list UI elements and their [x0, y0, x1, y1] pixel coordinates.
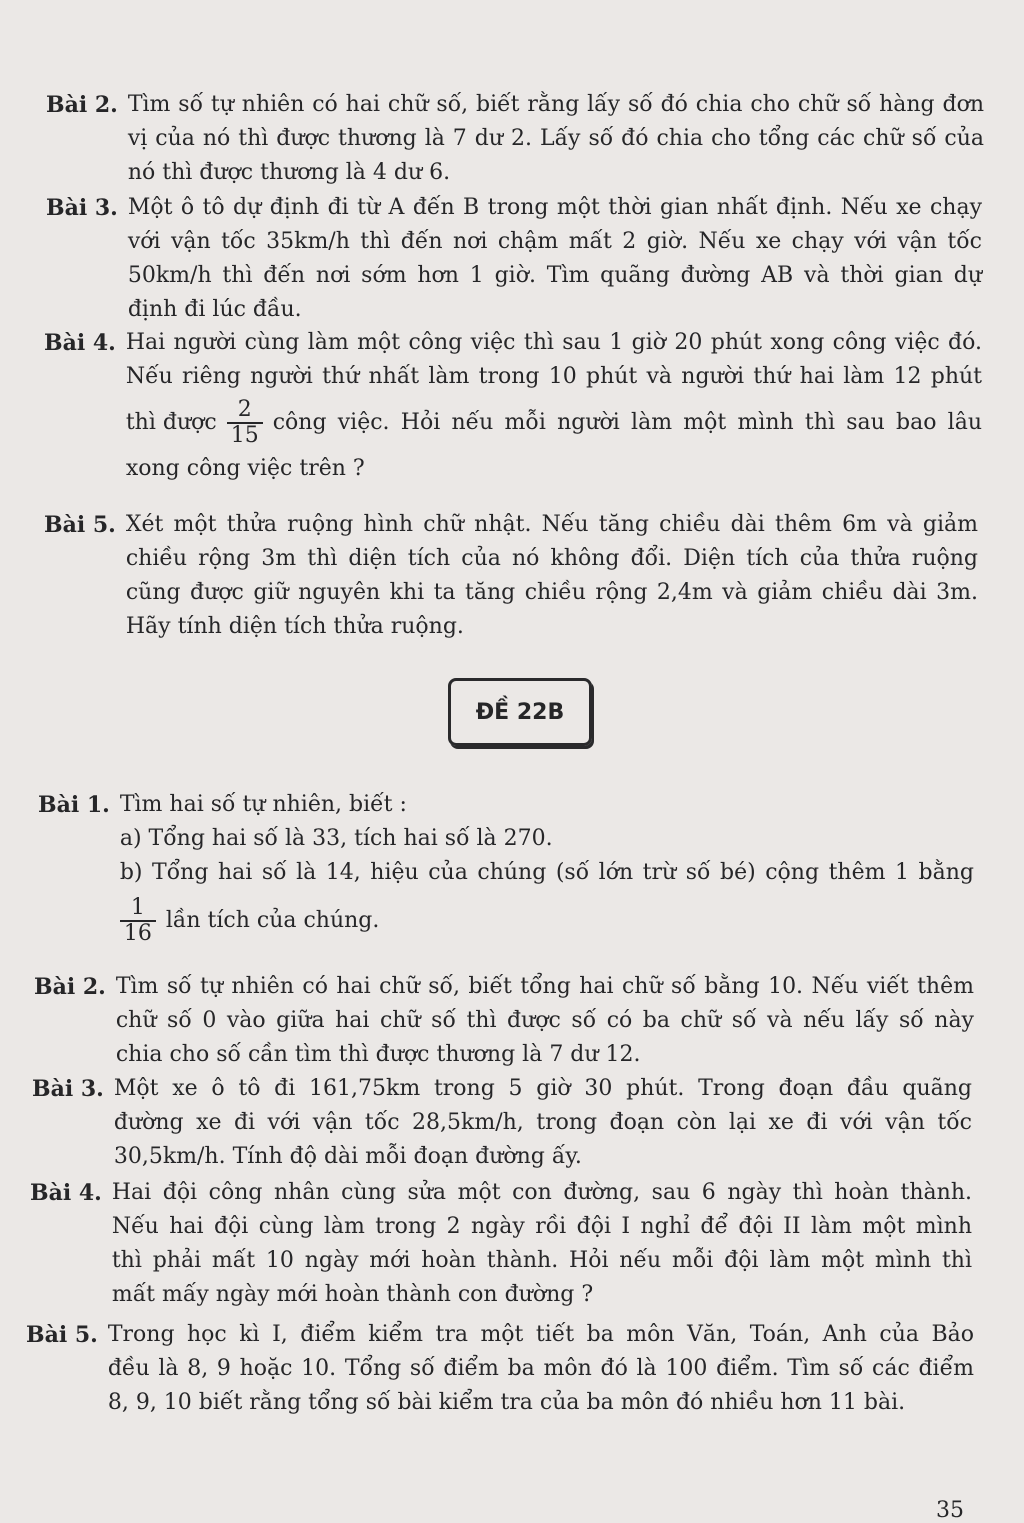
text-line: Hai người cùng làm một công việc thì sau 1 giờ 20 phút xong công việc đó.	[125, 330, 982, 355]
problem-4-top	[44, 326, 982, 486]
text-line: Xét một thửa ruộng hình chữ nhật. Nếu tăng chiều dài thêm 6m và giảm	[125, 512, 978, 537]
text-line: Hãy tính diện tích thửa ruộng.	[125, 614, 464, 639]
text-line: Nếu riêng người thứ nhất làm trong 10 phút và người thứ hai làm 12 phút	[125, 364, 982, 389]
text-line: mất mấy ngày mới hoàn thành con đường ?	[111, 1282, 594, 1307]
text-line: thì phải mất 10 ngày mới hoàn thành. Hỏi nếu mỗi đội làm một mình thì	[111, 1248, 972, 1273]
text-line: Hai đội công nhân cùng sửa một con đường, sau 6 ngày thì hoàn thành.	[111, 1180, 972, 1205]
text-line: Tìm số tự nhiên có hai chữ số, biết rằng lấy số đó chia cho chữ số hàng đơn	[127, 92, 984, 117]
exam-title: ĐỀ 22B	[475, 699, 565, 725]
text-line: 8, 9, 10 biết rằng tổng số bài kiểm tra của ba môn đó nhiều hơn 11 bài.	[107, 1390, 906, 1415]
text-segment: lần tích của chúng.	[165, 908, 380, 933]
page-number: 35	[936, 1498, 964, 1523]
text-line: 30,5km/h. Tính độ dài mỗi đoạn đường ấy.	[113, 1144, 582, 1169]
text-segment: thì được	[125, 410, 217, 435]
problem-5-bottom	[26, 1318, 974, 1420]
problem-1-bottom	[38, 788, 974, 952]
fraction-numerator: 2	[237, 397, 252, 423]
text-line: chiều rộng 3m thì diện tích của nó không đổi. Diện tích của thửa ruộng	[125, 546, 978, 571]
problem-label: Bài 5.	[26, 1322, 98, 1348]
fraction-line	[126, 394, 982, 452]
problem-2-top	[46, 88, 984, 190]
text-line: chia cho số cần tìm thì được thương là 7 dư 12.	[115, 1042, 641, 1067]
text-segment: công việc. Hỏi nếu mỗi người làm một mình thì sau bao lâu	[272, 410, 982, 435]
text-line: Nếu hai đội cùng làm trong 2 ngày rồi đội I nghỉ để đội II làm một mình	[111, 1214, 972, 1239]
text-line: Trong học kì I, điểm kiểm tra một tiết ba môn Văn, Toán, Anh của Bảo	[107, 1322, 974, 1347]
fraction	[227, 398, 263, 448]
fraction-denominator: 15	[230, 422, 259, 448]
fraction	[120, 896, 156, 946]
text-line: Một ô tô dự định đi từ A đến B trong một thời gian nhất định. Nếu xe chạy	[127, 195, 982, 220]
problem-2-bottom	[34, 970, 974, 1072]
problem-label: Bài 2.	[34, 974, 106, 1000]
text-line: đường xe đi với vận tốc 28,5km/h, trong đoạn còn lại xe đi với vận tốc	[113, 1110, 972, 1135]
problem-3-top	[46, 191, 982, 327]
problem-label: Bài 1.	[38, 792, 110, 818]
problem-label: Bài 4.	[30, 1180, 102, 1206]
text-line: Tìm hai số tự nhiên, biết :	[119, 792, 407, 817]
fraction-line	[120, 890, 974, 952]
problem-4-bottom	[30, 1176, 972, 1312]
text-line: định đi lúc đầu.	[127, 297, 302, 322]
text-line: 50km/h thì đến nơi sớm hơn 1 giờ. Tìm quãng đường AB và thời gian dự	[127, 263, 982, 288]
text-line: đều là 8, 9 hoặc 10. Tổng số điểm ba môn đó là 100 điểm. Tìm số các điểm	[107, 1356, 974, 1381]
fraction-numerator: 1	[130, 895, 145, 921]
problem-label: Bài 2.	[46, 92, 118, 118]
text-line: nó thì được thương là 4 dư 6.	[127, 160, 451, 185]
fraction-denominator: 16	[123, 920, 152, 946]
text-line: vị của nó thì được thương là 7 dư 2. Lấy số đó chia cho tổng các chữ số của	[127, 126, 984, 151]
text-line: Tìm số tự nhiên có hai chữ số, biết tổng hai chữ số bằng 10. Nếu viết thêm	[115, 974, 974, 999]
text-line: Một xe ô tô đi 161,75km trong 5 giờ 30 phút. Trong đoạn đầu quãng	[113, 1076, 972, 1101]
problem-3-bottom	[32, 1072, 972, 1174]
text-line: chữ số 0 vào giữa hai chữ số thì được số có ba chữ số và nếu lấy số này	[115, 1008, 974, 1033]
text-line: cũng được giữ nguyên khi ta tăng chiều rộng 2,4m và giảm chiều dài 3m.	[125, 580, 978, 605]
problem-label: Bài 3.	[32, 1076, 104, 1102]
problem-label: Bài 5.	[44, 512, 116, 538]
exam-title-box	[448, 678, 592, 746]
text-line: a) Tổng hai số là 33, tích hai số là 270.	[119, 826, 553, 851]
text-line: xong công việc trên ?	[125, 456, 365, 481]
text-line: với vận tốc 35km/h thì đến nơi chậm mất 2 giờ. Nếu xe chạy với vận tốc	[127, 229, 982, 254]
problem-5-top	[44, 508, 978, 644]
problem-label: Bài 4.	[44, 330, 116, 356]
problem-label: Bài 3.	[46, 195, 118, 221]
text-line: b) Tổng hai số là 14, hiệu của chúng (số lớn trừ số bé) cộng thêm 1 bằng	[119, 860, 974, 885]
